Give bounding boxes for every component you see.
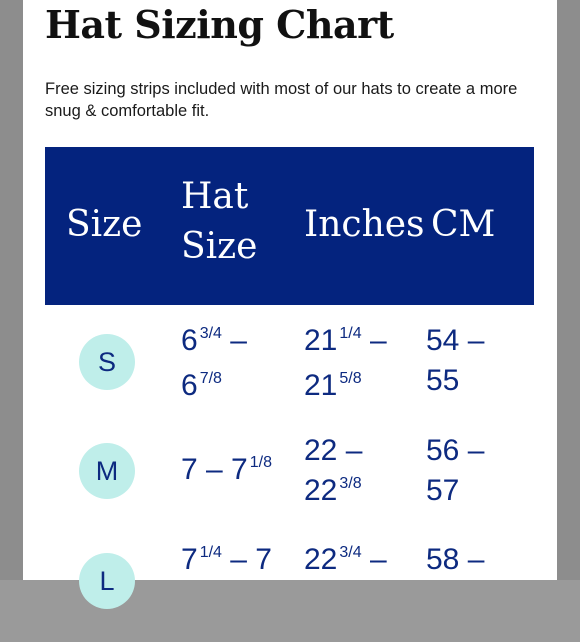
cm-m: 56 – 57 xyxy=(426,434,485,507)
hat-size-l: 7 $^{1/4}$ – 7 xyxy=(181,543,272,576)
page-subtitle: Free sizing strips included with most of our hats to create a more snug & comfortable fit. xyxy=(45,80,518,120)
page-title: Hat Sizing Chart xyxy=(45,2,394,47)
inches-l: 22 $^{3/4}$ – xyxy=(304,543,387,576)
inches-m: 22 – 22 $^{3/8}$ xyxy=(304,434,363,507)
size-badge-s: S xyxy=(79,334,135,390)
header-cm: CM xyxy=(431,204,496,245)
cm-l: 58 – xyxy=(426,543,485,576)
table-header xyxy=(45,147,534,305)
size-badge-l: L xyxy=(79,553,135,609)
header-inches: Inches xyxy=(304,204,425,245)
backdrop-right xyxy=(557,0,580,580)
inches-s: 21 $^{1/4}$ – 21 $^{5/8}$ xyxy=(304,324,387,402)
header-size: Size xyxy=(66,204,143,245)
cm-s: 54 – 55 xyxy=(426,324,485,397)
size-badge-m: M xyxy=(79,443,135,499)
sizing-card xyxy=(23,0,557,596)
header-hat-size: Hat Size xyxy=(181,176,258,267)
table-row-l xyxy=(45,532,534,642)
table-row-m xyxy=(45,422,534,532)
hat-size-m: 7 – 7 $^{1/8}$ xyxy=(181,453,272,486)
hat-size-s: 6 $^{3/4}$ – 6 $^{7/8}$ xyxy=(181,324,247,402)
backdrop-left xyxy=(0,0,23,580)
table-row-s xyxy=(45,312,534,422)
